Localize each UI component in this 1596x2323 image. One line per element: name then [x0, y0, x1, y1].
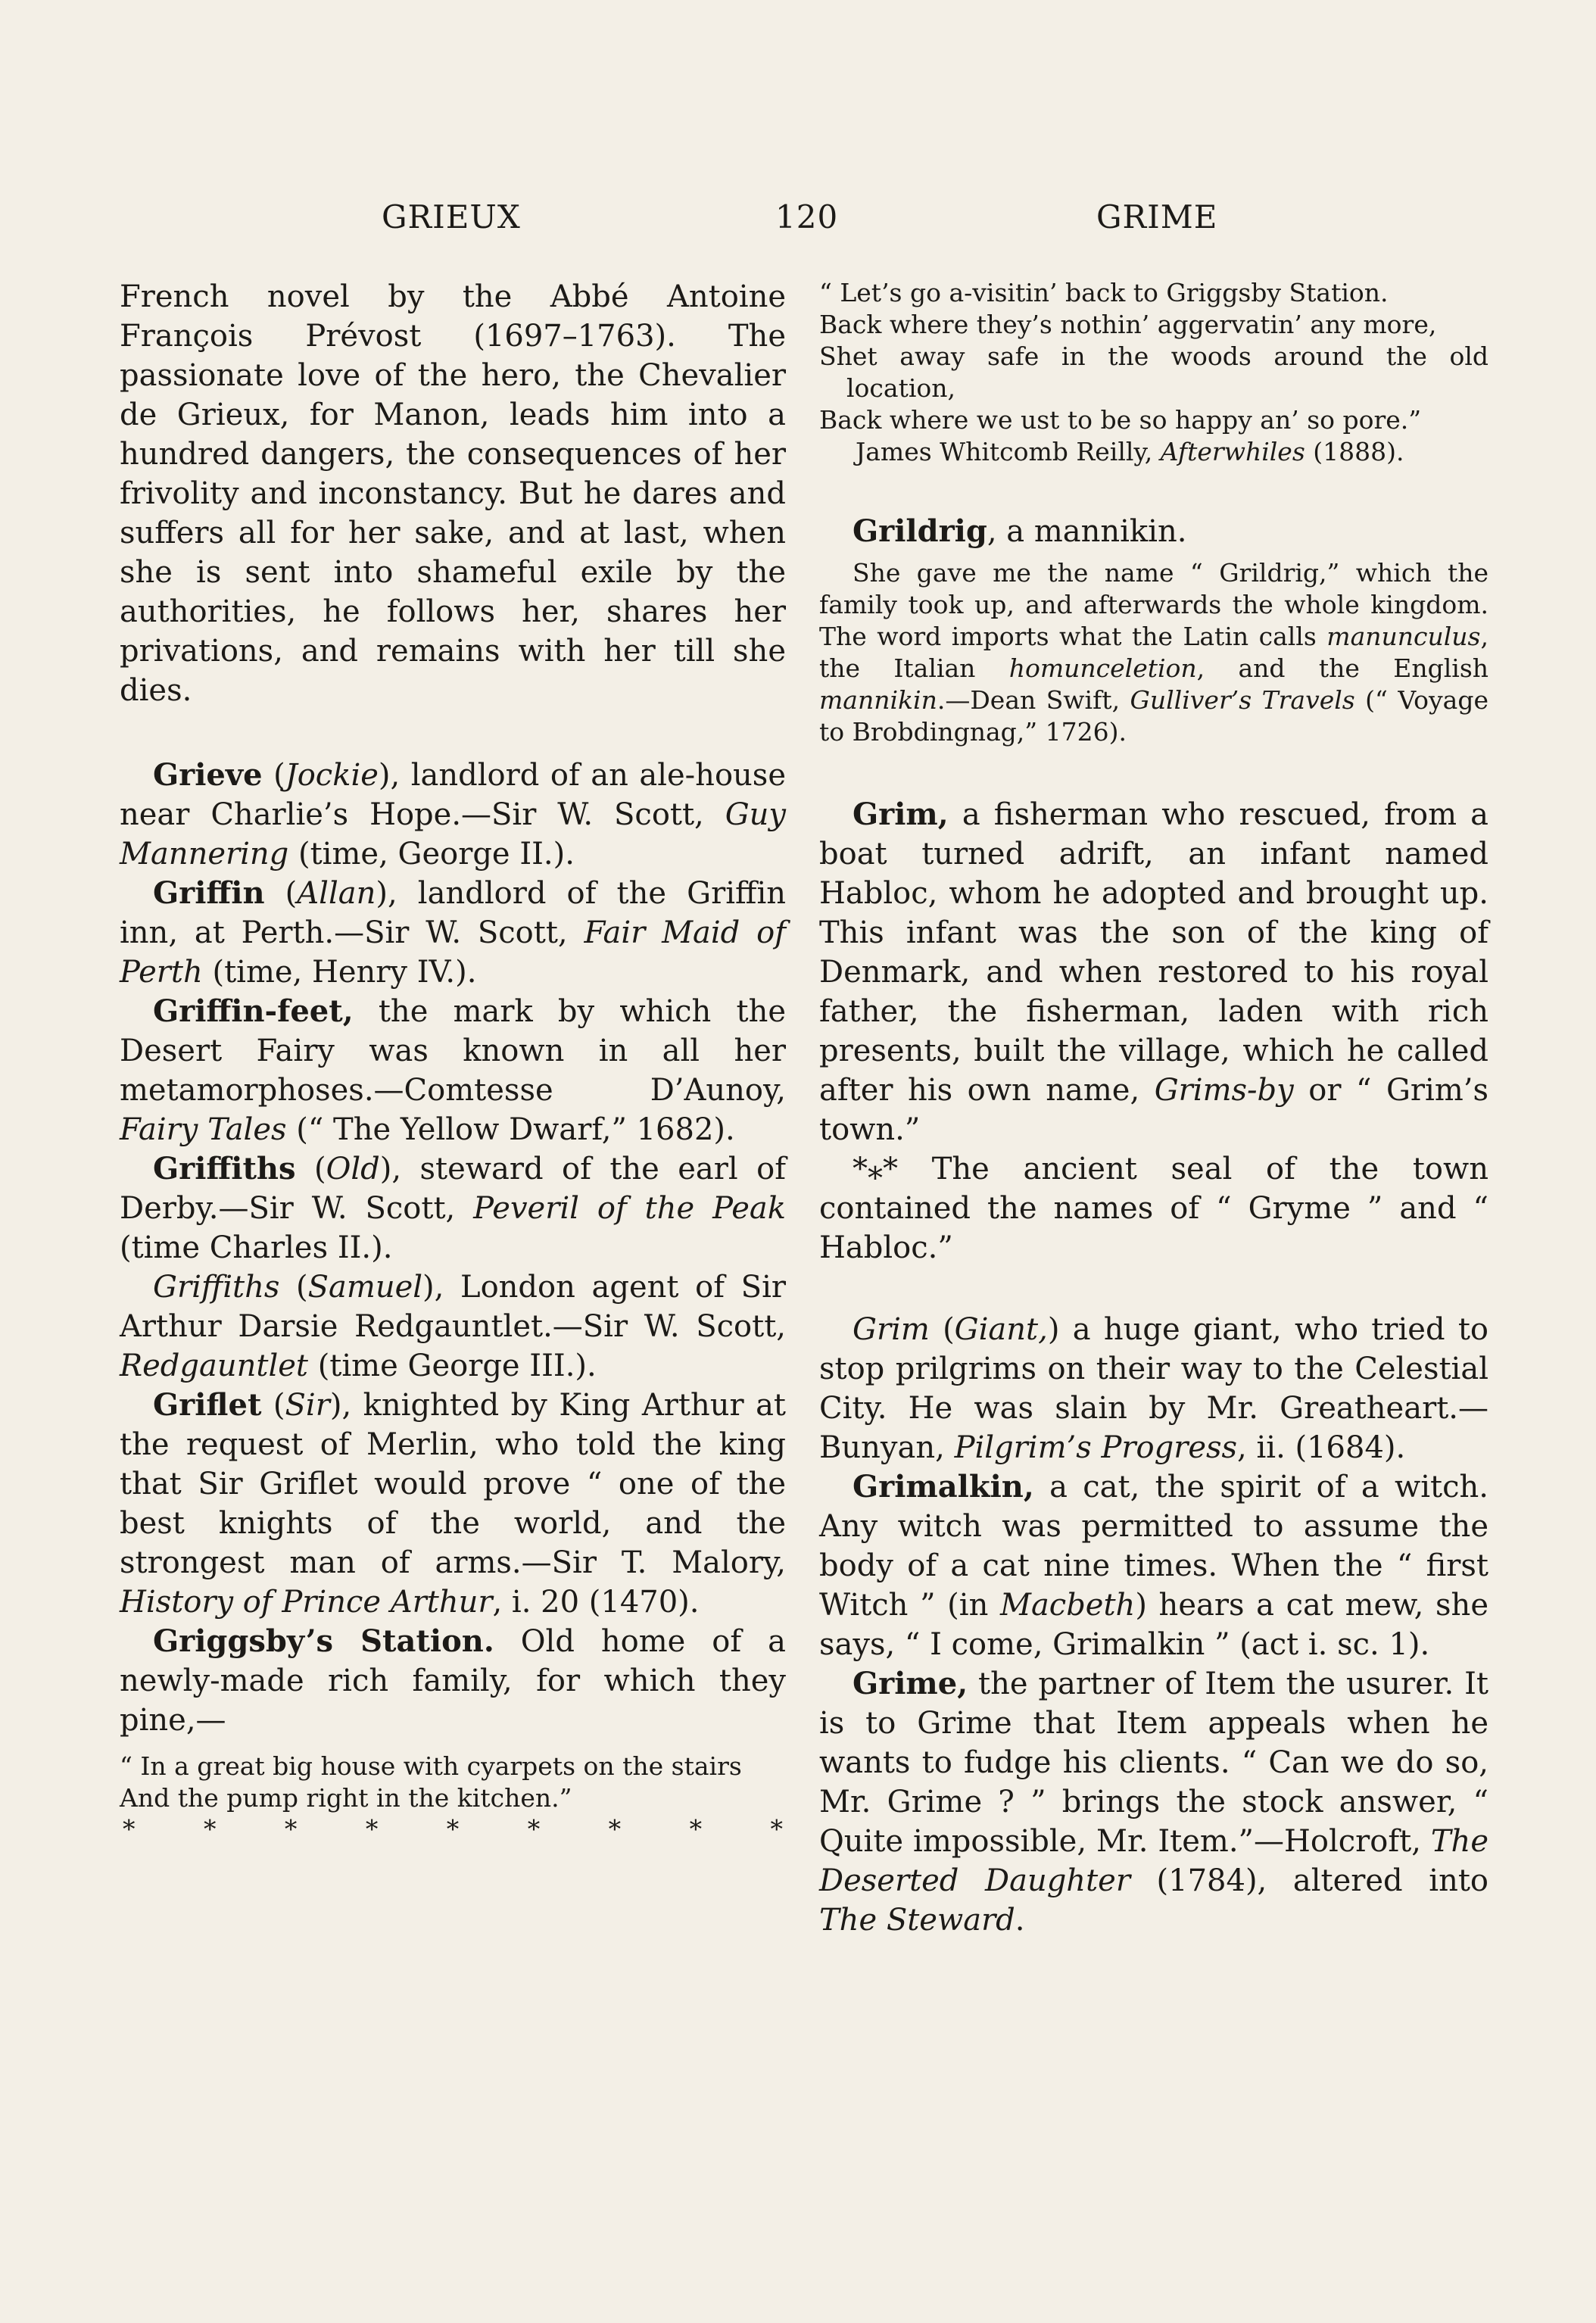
- headword: Griflet: [153, 1387, 262, 1423]
- headword: Grime,: [853, 1666, 968, 1701]
- headword: Griggsby’s Station.: [153, 1623, 494, 1659]
- page-number: 120: [775, 198, 839, 235]
- headword: Griffiths: [153, 1151, 296, 1186]
- header-right-word: GRIME: [1096, 198, 1218, 235]
- entry-grim-giant: Grim (Giant,) a huge giant, who tried to stop prilgrims on their way to the Celestial City. He was slain by Mr. Greatheart.—Bunyan, Pilgrim’s Progress, ii. (1684).: [819, 1312, 1488, 1465]
- poem-line: Back where we ust to be so happy an’ so pore.”: [819, 405, 1422, 435]
- entry-grim: Grim, a fisherman who rescued, from a boat turned adrift, an infant named Habloc, whom he adopted and brought up. This infant was the son of the king of Denmark, and when restored to his royal father, the fisherman, laden with rich presents, built the village, which he called after his own name, Grims-by or “ Grim’s town.” *⁎* The ancient seal of the town contained the names of “ Gryme ” and “ Habloc.”: [819, 795, 1488, 1268]
- poem-attribution: James Whitcomb Reilly, Afterwhiles (1888).: [856, 437, 1404, 466]
- headword: Griffin: [153, 875, 265, 911]
- entry-griffin-feet: Griffin-feet, the mark by which the Desert Fairy was known in all her metamorphoses.—Comtesse D’Aunoy, Fairy Tales (“ The Yellow Dwarf,” 1682).: [120, 993, 786, 1147]
- entry-grimalkin: Grimalkin, a cat, the spirit of a witch. Any witch was permitted to assume the body of a cat nine times. When the “ first Witch ” (in Macbeth) hears a cat mew, she says, “ I come, Grimalkin ” (act i. sc. 1).: [819, 1469, 1488, 1662]
- entry-manon-continued: French novel by the Abbé Antoine François Prévost (1697–1763). The passionate love of the hero, the Chevalier de Grieux, for Manon, leads him into a hundred dangers, the consequences of her frivolity and inconstancy. But he dares and suffers all for her sake, and at last, when she is sent into shameful exile by the authorities, he follows her, shares her privations, and remains with her till she dies.: [120, 279, 786, 708]
- poem-line: Back where they’s nothin’ aggervatin’ any more,: [819, 310, 1437, 339]
- note-mark: *⁎*: [853, 1152, 898, 1186]
- left-column: [120, 277, 786, 1844]
- poem-line: Shet away safe in the woods around the old location,: [819, 341, 1488, 403]
- right-column: [819, 277, 1488, 1940]
- headword: Griffin-feet,: [153, 993, 354, 1029]
- entry-grime: Grime, the partner of Item the usurer. It is to Grime that Item appeals when he wants to fudge his clients. “ Can we do so, Mr. Grime ? ” brings the stock answer, “ Quite impossible, Mr. Item.”—Holcroft, The Deserted Daughter (1784), altered into The Steward.: [819, 1666, 1488, 1938]
- quotation: She gave me the name “ Grildrig,” which the family took up, and afterwards the whole kingdom. The word imports what the Latin calls manunculus, the Italian homunceletion, and the English mannikin.—Dean Swift, Gulliver’s Travels (“ Voyage to Brobdingnag,” 1726).: [819, 558, 1489, 747]
- headword: Grim: [853, 1312, 930, 1347]
- headword: Griffiths: [153, 1270, 280, 1305]
- poem-quote-continued: [819, 277, 1488, 468]
- poem-line: “ In a great big house with cyarpets on the stairs: [120, 1751, 742, 1781]
- running-header: [0, 198, 1596, 244]
- entry-griggsby-station: Griggsby’s Station. Old home of a newly-made rich family, for which they pine,— “ In a great big house with cyarpets on the stairs And the pump right in the kitchen.” * * * * * * * * *: [120, 1623, 786, 1844]
- poem-line: “ Let’s go a-visitin’ back to Griggsby Station.: [819, 278, 1389, 307]
- entry-griflet: Griflet (Sir), knighted by King Arthur at the request of Merlin, who told the king that Sir Griflet would prove “ one of the best knights of the world, and the strongest man of arms.—Sir T. Malory, History of Prince Arthur, i. 20 (1470).: [120, 1387, 786, 1620]
- headword: Grim,: [853, 797, 949, 832]
- entry-griffiths-old: Griffiths (Old), steward of the earl of Derby.—Sir W. Scott, Peveril of the Peak (time Charles II.).: [120, 1151, 786, 1265]
- entry-grieve: Grieve (Jockie), landlord of an ale-house near Charlie’s Hope.—Sir W. Scott, Guy Mannering (time, George II.).: [120, 757, 786, 872]
- header-left-word: GRIEUX: [382, 198, 521, 235]
- entry-grildrig: Grildrig, a mannikin. She gave me the name “ Grildrig,” which the family took up, and afterwards the whole kingdom. The word imports what the Latin calls manunculus, the Italian homunceletion, and the English mannikin.—Dean Swift, Gulliver’s Travels (“ Voyage to Brobdingnag,” 1726).: [819, 513, 1489, 747]
- poem-line: And the pump right in the kitchen.”: [120, 1783, 572, 1813]
- headword: Grildrig: [853, 513, 987, 549]
- headword: Grimalkin,: [853, 1469, 1034, 1504]
- poem-quote: [120, 1751, 786, 1814]
- note: *⁎* The ancient seal of the town contained the names of “ Gryme ” and “ Habloc.”: [819, 1152, 1488, 1265]
- entry-griffiths-samuel: Griffiths (Samuel), London agent of Sir Arthur Darsie Redgauntlet.—Sir W. Scott, Redgauntlet (time George III.).: [120, 1270, 786, 1383]
- entry-griffin: Griffin (Allan), landlord of the Griffin inn, at Perth.—Sir W. Scott, Fair Maid of Perth (time, Henry IV.).: [120, 875, 786, 990]
- ellipsis-stars: * * * * * * * * *: [123, 1814, 783, 1844]
- headword: Grieve: [153, 757, 263, 793]
